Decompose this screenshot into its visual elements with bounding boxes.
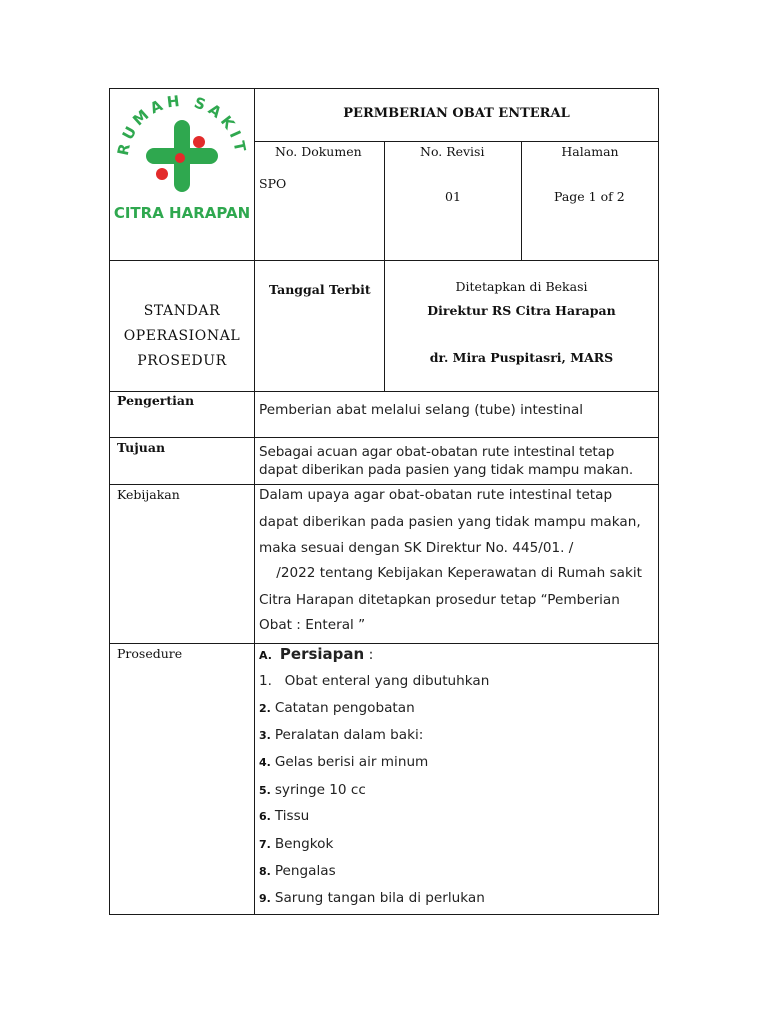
kebijakan-line-2: dapat diberikan pada pasien yang tidak mampu makan, bbox=[259, 514, 641, 530]
kebijakan-label: Kebijakan bbox=[117, 487, 180, 502]
sop-title-line-1: STANDAR bbox=[143, 303, 221, 319]
list-item bbox=[259, 835, 333, 853]
list-item-number: 1. bbox=[259, 673, 272, 689]
list-item bbox=[259, 862, 336, 880]
revision-value: 01 bbox=[445, 189, 461, 204]
list-item-number: 7. bbox=[259, 838, 271, 851]
list-item bbox=[259, 672, 489, 690]
list-item-text: syringe 10 cc bbox=[274, 782, 366, 798]
hospital-logo bbox=[110, 88, 254, 260]
list-item-number: 8. bbox=[259, 865, 271, 878]
list-item-text: Peralatan dalam baki: bbox=[274, 727, 424, 743]
list-item bbox=[259, 726, 423, 744]
doc-number-label: No. Dokumen bbox=[275, 144, 362, 159]
list-item-text: Obat enteral yang dibutuhkan bbox=[275, 673, 490, 689]
kebijakan-line-4: /2022 tentang Kebijakan Keperawatan di Rumah sakit bbox=[259, 565, 642, 581]
kebijakan-line-1: Dalam upaya agar obat-obatan rute intestinal tetap bbox=[259, 487, 613, 503]
list-item bbox=[259, 807, 309, 825]
prosedure-heading bbox=[259, 645, 373, 664]
prosedure-label: Prosedure bbox=[117, 646, 183, 661]
director-title: Direktur RS Citra Harapan bbox=[427, 303, 616, 318]
issue-date-label: Tanggal Terbit bbox=[269, 282, 371, 297]
list-item-number: 4. bbox=[259, 756, 271, 769]
doc-number-value: SPO bbox=[259, 176, 287, 191]
list-item-number: 6. bbox=[259, 810, 271, 823]
logo-hospital-name: CITRA HARAPAN bbox=[113, 204, 251, 222]
tujuan-text-line-2: dapat diberikan pada pasien yang tidak mampu makan. bbox=[259, 462, 633, 478]
director-name: dr. Mira Puspitasri, MARS bbox=[429, 350, 614, 365]
sop-title-line-3: PROSEDUR bbox=[137, 353, 227, 369]
list-item-number: 5. bbox=[259, 784, 271, 797]
logo-arc-text: RUMAH SAKIT bbox=[113, 91, 251, 158]
sop-title-line-2: OPERASIONAL bbox=[123, 328, 241, 344]
list-item bbox=[259, 699, 415, 717]
heading-suffix: : bbox=[364, 647, 374, 663]
list-item bbox=[259, 753, 428, 771]
list-item bbox=[259, 781, 366, 799]
kebijakan-line-3: maka sesuai dengan SK Direktur No. 445/01. / bbox=[259, 540, 574, 556]
pengertian-label: Pengertian bbox=[117, 393, 195, 408]
document-title: PERMBERIAN OBAT ENTERAL bbox=[343, 106, 570, 121]
medical-cross-icon bbox=[110, 88, 254, 260]
kebijakan-line-5: Citra Harapan ditetapkan prosedur tetap “Pemberian bbox=[259, 592, 620, 608]
list-item-text: Tissu bbox=[274, 808, 310, 824]
pengertian-text: Pemberian abat melalui selang (tube) intestinal bbox=[259, 402, 584, 418]
set-in-location: Ditetapkan di Bekasi bbox=[455, 279, 588, 294]
list-item-number: 3. bbox=[259, 729, 271, 742]
kebijakan-line-6: Obat : Enteral ” bbox=[259, 617, 366, 633]
tujuan-label: Tujuan bbox=[117, 440, 166, 455]
page-value: Page 1 of 2 bbox=[554, 189, 625, 204]
list-item-text: Sarung tangan bila di perlukan bbox=[274, 890, 485, 906]
list-item-number: 9. bbox=[259, 892, 271, 905]
tujuan-text-line-1: Sebagai acuan agar obat-obatan rute intestinal tetap bbox=[259, 444, 615, 460]
heading-marker: A. bbox=[259, 649, 272, 662]
list-item-text: Gelas berisi air minum bbox=[274, 754, 429, 770]
heading-text: Persiapan bbox=[279, 645, 365, 663]
page-label: Halaman bbox=[561, 144, 619, 159]
list-item-text: Catatan pengobatan bbox=[274, 700, 415, 716]
revision-label: No. Revisi bbox=[420, 144, 485, 159]
list-item-text: Bengkok bbox=[274, 836, 334, 852]
list-item-text: Pengalas bbox=[274, 863, 336, 879]
list-item bbox=[259, 889, 485, 907]
list-item-number: 2. bbox=[259, 702, 271, 715]
